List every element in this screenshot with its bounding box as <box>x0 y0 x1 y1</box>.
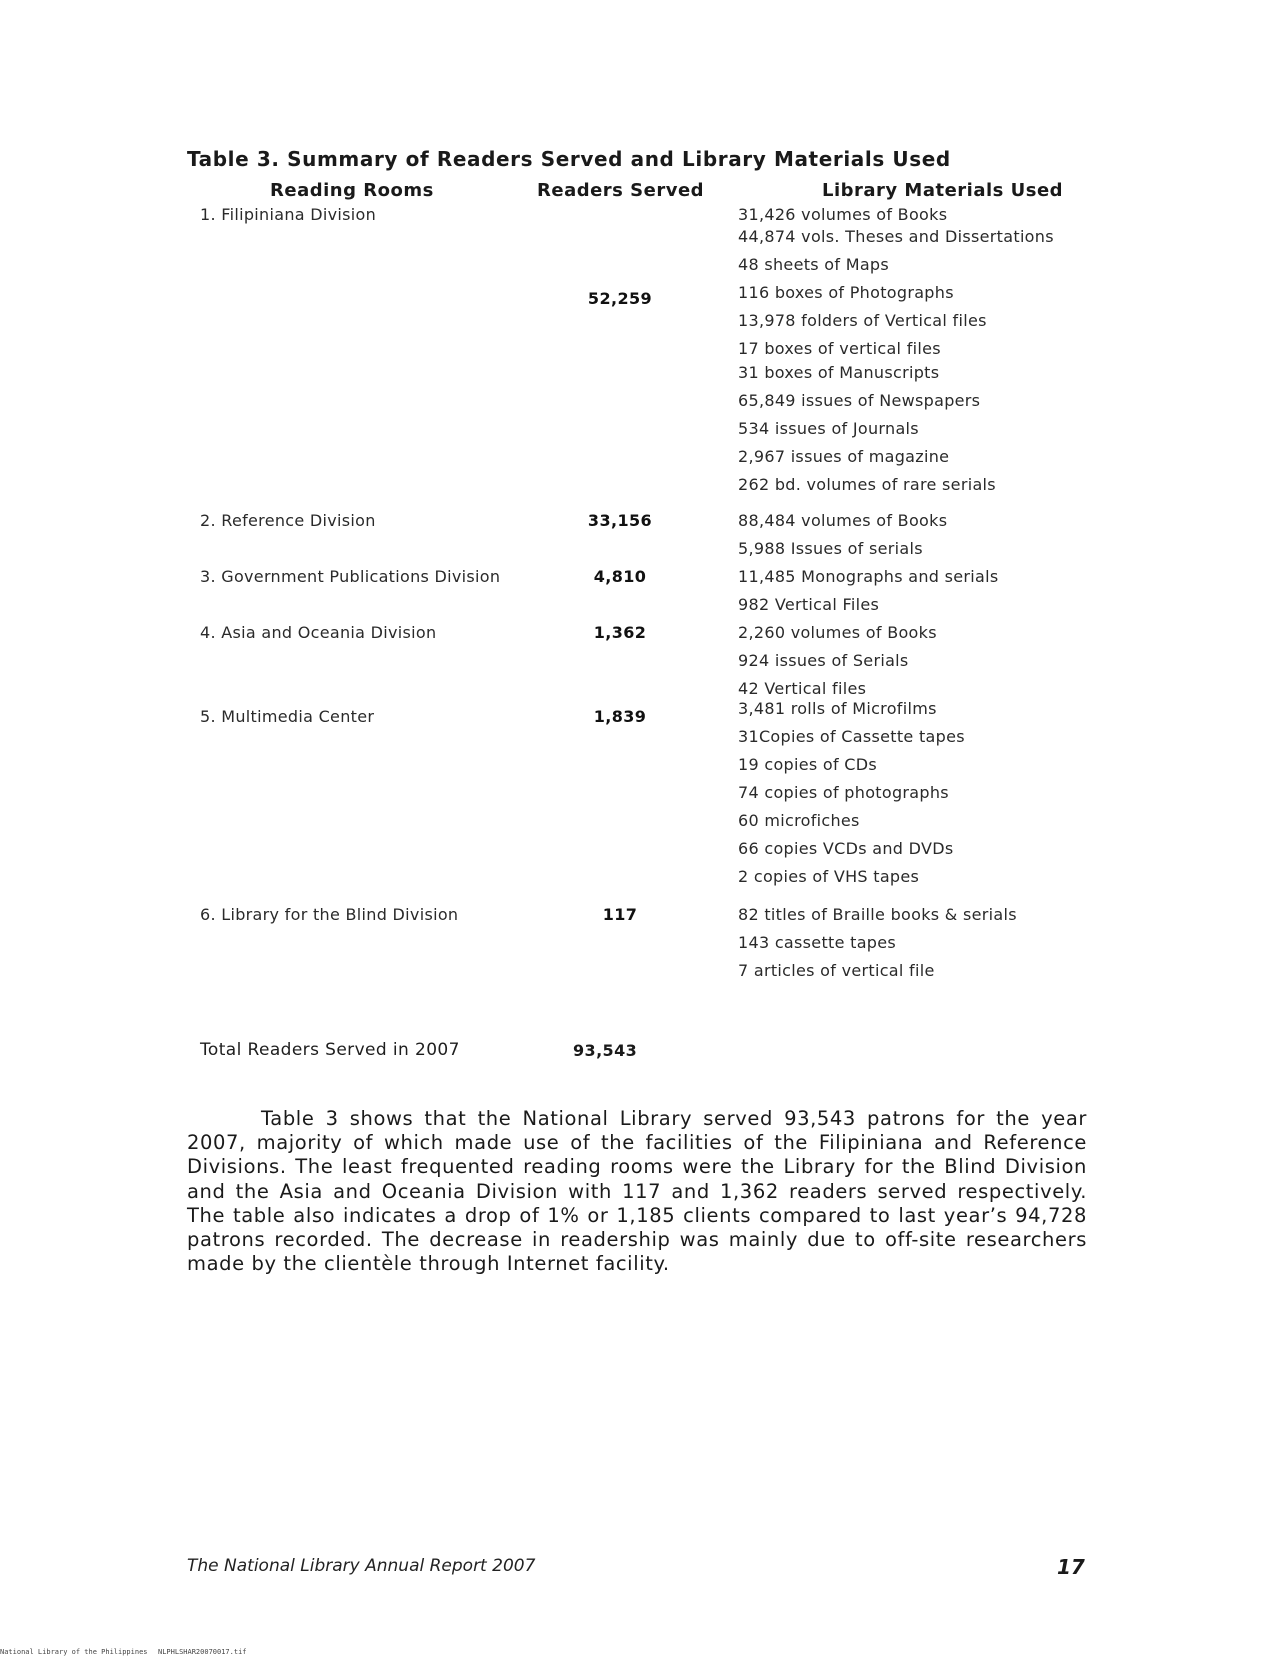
reading-room-name: 1. Filipiniana Division <box>200 205 377 224</box>
reading-room-name: 5. Multimedia Center <box>200 707 375 726</box>
material-item: 82 titles of Braille books & serials <box>738 905 1017 924</box>
material-item: 60 microfiches <box>738 811 860 830</box>
material-item: 116 boxes of Photographs <box>738 283 954 302</box>
material-item: 2,260 volumes of Books <box>738 623 937 642</box>
material-item: 66 copies VCDs and DVDs <box>738 839 954 858</box>
total-readers-label: Total Readers Served in 2007 <box>200 1040 460 1060</box>
readers-served-value: 52,259 <box>587 289 653 308</box>
readers-served-value: 1,839 <box>593 707 647 726</box>
table-title: Table 3. Summary of Readers Served and Library Materials Used <box>187 147 951 171</box>
total-readers-value: 93,543 <box>573 1041 638 1060</box>
material-item: 982 Vertical Files <box>738 595 880 614</box>
material-item: 44,874 vols. Theses and Dissertations <box>738 227 1054 246</box>
header-materials-used: Library Materials Used <box>822 180 1064 201</box>
reading-room-name: 4. Asia and Oceania Division <box>200 623 437 642</box>
reading-room-name: 3. Government Publications Division <box>200 567 501 586</box>
scan-file-label: NLPHLSHAR20070017.tif <box>158 1648 247 1656</box>
material-item: 924 issues of Serials <box>738 651 909 670</box>
material-item: 262 bd. volumes of rare serials <box>738 475 996 494</box>
material-item: 5,988 Issues of serials <box>738 539 923 558</box>
readers-served-value: 1,362 <box>593 623 647 642</box>
scan-source-label: National Library of the Philippines <box>0 1648 148 1656</box>
reading-room-name: 2. Reference Division <box>200 511 376 530</box>
material-item: 88,484 volumes of Books <box>738 511 948 530</box>
material-item: 65,849 issues of Newspapers <box>738 391 981 410</box>
header-reading-rooms: Reading Rooms <box>270 180 434 201</box>
material-item: 31Copies of Cassette tapes <box>738 727 965 746</box>
material-item: 31,426 volumes of Books <box>738 205 948 224</box>
header-readers-served: Readers Served <box>537 180 705 201</box>
readers-served-value: 33,156 <box>587 511 653 530</box>
readers-served-value: 4,810 <box>593 567 647 586</box>
page-number: 17 <box>1057 1555 1085 1579</box>
material-item: 31 boxes of Manuscripts <box>738 363 940 382</box>
material-item: 7 articles of vertical file <box>738 961 935 980</box>
material-item: 19 copies of CDs <box>738 755 878 774</box>
material-item: 48 sheets of Maps <box>738 255 890 274</box>
material-item: 11,485 Monographs and serials <box>738 567 999 586</box>
material-item: 2 copies of VHS tapes <box>738 867 920 886</box>
summary-paragraph: Table 3 shows that the National Library served 93,543 patrons for the year 2007, majority of which made use of the facilities of the Filipiniana and Reference Divisions. The least frequented reading rooms were the Library for the Blind Division and the Asia and Oceania Division with 117 and 1,362 readers served respectively. The table also indicates a drop of 1% or 1,185 clients compared to last year’s 94,728 patrons recorded. The decrease in readership was mainly due to off-site researchers made by the clientèle through Internet facility. <box>187 1107 1087 1276</box>
footer-report-title: The National Library Annual Report 2007 <box>187 1556 536 1576</box>
material-item: 74 copies of photographs <box>738 783 949 802</box>
material-item: 42 Vertical files <box>738 679 867 698</box>
material-item: 17 boxes of vertical files <box>738 339 941 358</box>
reading-room-name: 6. Library for the Blind Division <box>200 905 459 924</box>
material-item: 534 issues of Journals <box>738 419 919 438</box>
material-item: 3,481 rolls of Microfilms <box>738 699 937 718</box>
material-item: 13,978 folders of Vertical files <box>738 311 987 330</box>
material-item: 2,967 issues of magazine <box>738 447 950 466</box>
readers-served-value: 117 <box>602 905 638 924</box>
material-item: 143 cassette tapes <box>738 933 897 952</box>
